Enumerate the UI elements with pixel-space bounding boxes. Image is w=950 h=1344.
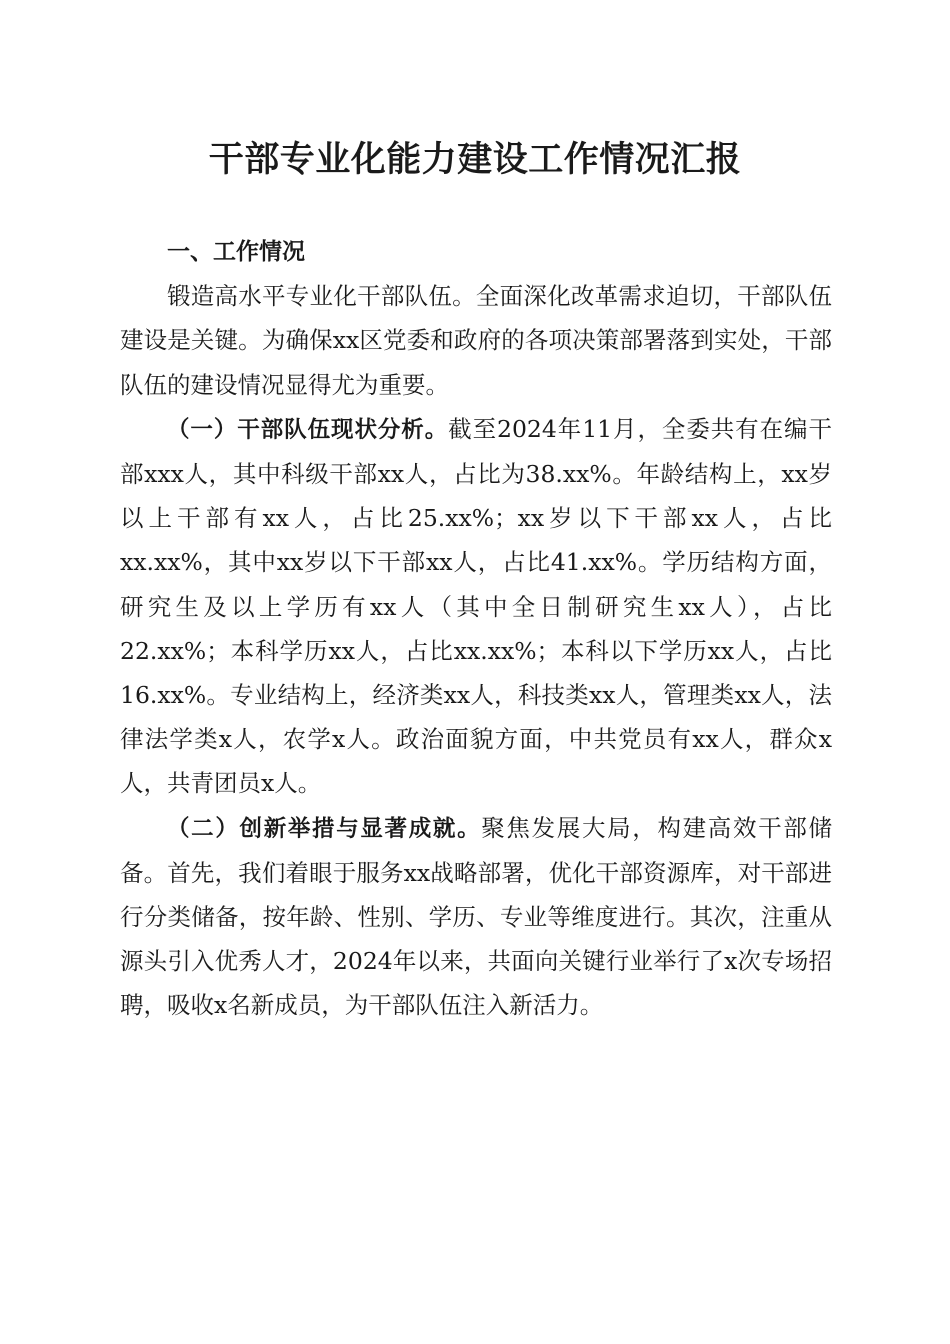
- paragraph-body-innovation: 聚焦发展大局，构建高效干部储备。首先，我们着眼于服务xx战略部署，优化干部资源库，对干部进行分类储备，按年龄、性别、学历、专业等维度进行。其次，注重从源头引入优秀人才，2024年以来，共面向关键行业举行了x次专场招聘，吸收x名新成员，为干部队伍注入新活力。: [120, 813, 832, 1020]
- document-title: 干部专业化能力建设工作情况汇报: [208, 139, 742, 180]
- paragraph-lead-innovation: （二）创新举措与显著成就。: [167, 815, 482, 842]
- paragraph-body-cadre-analysis: 截至2024年11月，全委共有在编干部xxx人，其中科级干部xx人，占比为38.xx%。年龄结构上，xx岁以上干部有xx人，占比25.xx%；xx岁以下干部xx人，占比xx.xx%，其中xx岁以下干部xx人，占比41.xx%。学历结构方面，研究生及以上学历有xx人（其中全日制研究生xx人），占比22.xx%；本科学历xx人，占比xx.xx%；本科以下学历xx人，占比16.xx%。专业结构上，经济类xx人，科技类xx人，管理类xx人，法律法学类x人，农学x人。政治面貌方面，中共党员有xx人，群众x人，共青团员x人。: [120, 414, 832, 798]
- paragraph-lead-cadre-analysis: （一）干部队伍现状分析。: [167, 416, 449, 443]
- paragraph-innovation: [120, 806, 832, 1028]
- paragraph-cadre-analysis: [120, 407, 832, 806]
- document-body: [120, 230, 832, 1028]
- section-heading-work-status: 一、工作情况: [167, 239, 305, 265]
- paragraph-intro: 锻造高水平专业化干部队伍。全面深化改革需求迫切，干部队伍建设是关键。为确保xx区党委和政府的各项决策部署落到实处，干部队伍的建设情况显得尤为重要。: [120, 282, 832, 399]
